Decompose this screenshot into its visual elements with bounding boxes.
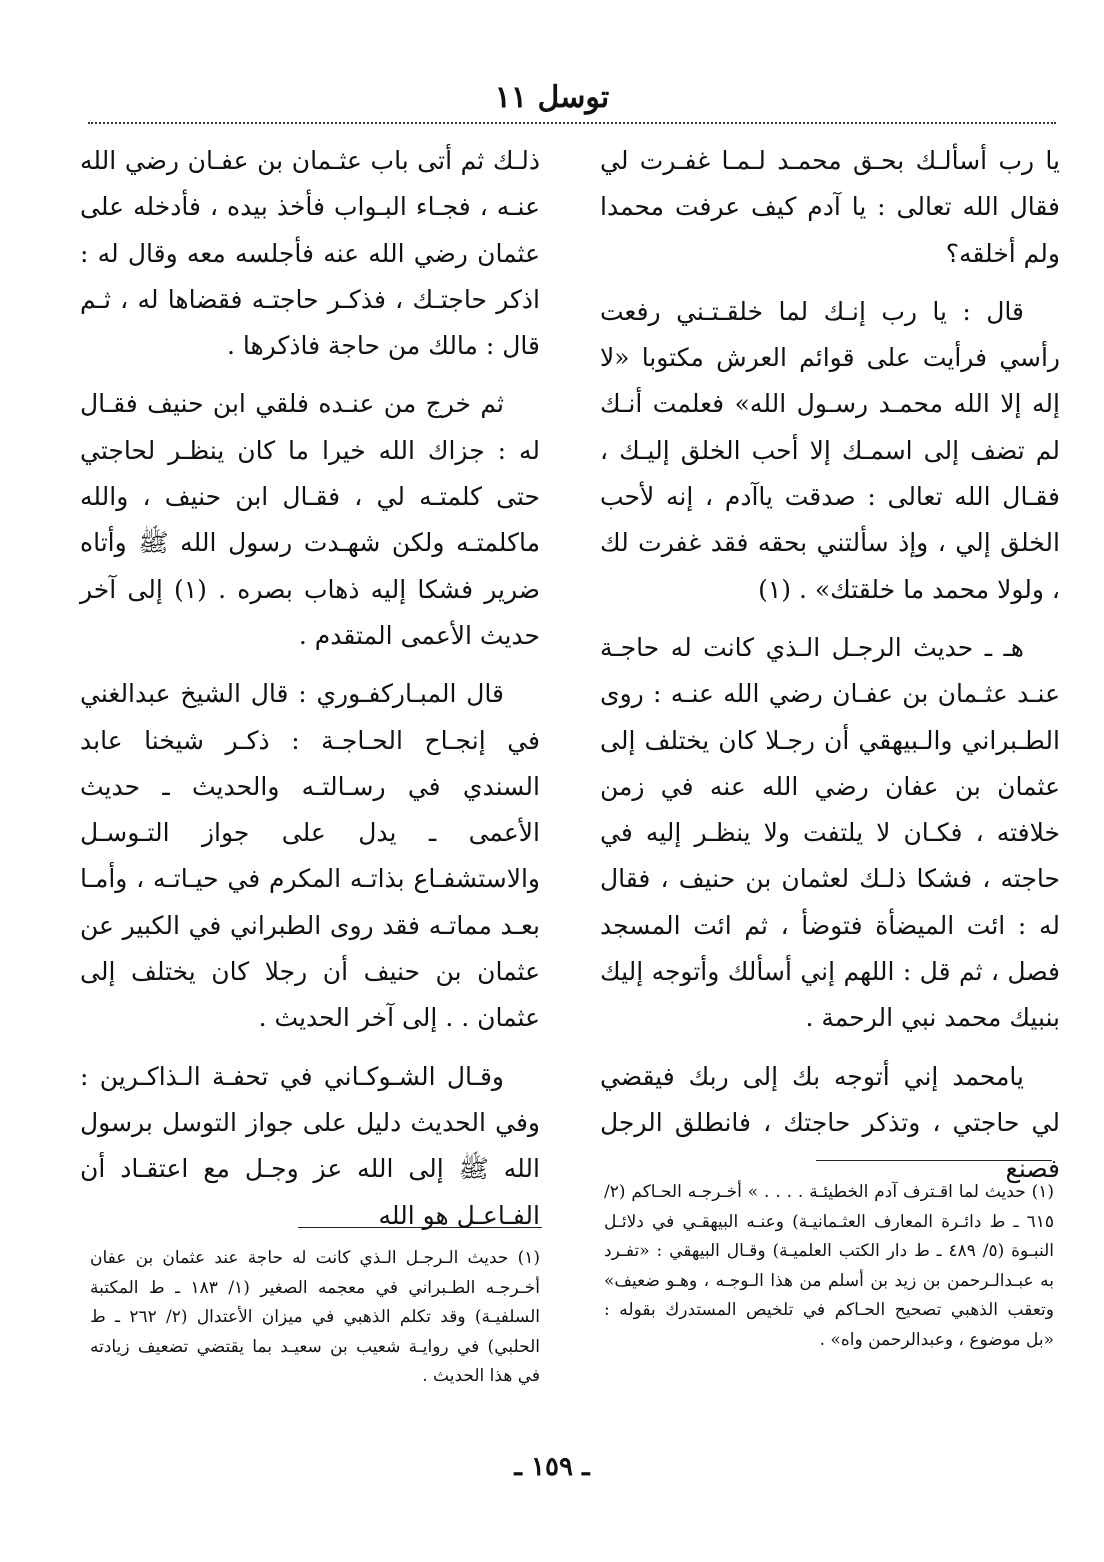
right-paragraph-1: يا رب أسألـك بحـق محمـد لـمـا غفـرت لي فقال الله تعالى : يا آدم كيف عرفت محمدا ولم أخلقه؟ [600, 146, 1060, 268]
page-number: ـ ١٥٩ ـ [514, 1452, 590, 1482]
header-dotted-rule [88, 122, 1056, 124]
left-column [80, 138, 540, 1251]
right-paragraph-2: قال : يا رب إنـك لما خلقـتـني رفعت رأسي فرأيت على قوائم العرش مكتوبا «لا إله إلا الله محمـد رسـول الله» فعلمت أنـك لم تضف إلى اسمـك إلا أحب الخلق إليـك ، فقـال الله تعالى : صدقت ياآدم ، إنه لأحب الخلق إلي ، وإذ سألتني بحقه فقد غفرت لك ، ولولا محمد ما خلقتك» . (١) [600, 296, 1060, 604]
right-paragraph-3: هـ ـ حديث الرجـل الـذي كانت له حاجـة عنـد عثـمان بن عفـان رضي الله عنـه : روى الطـبراني والـبيهقي أن رجـلا كان يختلف إلى عثمان بن عفان رضي الله عنه في زمن خلافته ، فكـان لا يلتفت ولا ينظـر إليه في حاجته ، فشكا ذلـك لعثمان بن حنيف ، فقال له : ائت الميضأة فتوضأ ، ثم ائت المسجد فصل ، ثم قل : اللهم إني أسألك وأتوجه إليك بنبيك محمد نبي الرحمة . [600, 632, 1060, 1033]
left-paragraph-1: ذلـك ثم أتى باب عثـمان بن عفـان رضي الله عنـه ، فجـاء البـواب فأخذ بيده ، فأدخله على عثمان رضي الله عنه فأجلسه معه وقال له : اذكر حاجتـك ، فذكـر حاجتـه فقضاها له ، ثـم قال : مالك من حاجة فاذكرها . [80, 146, 540, 361]
right-footnote-divider [816, 1160, 1052, 1161]
right-footnote: (١) حديث لما اقـترف آدم الخطيئـة . . . . » أخـرجـه الحـاكم (٢/ ٦١٥ ـ ط دائـرة المعارف العثـمانيـة) وعنـه البيهقـي في دلائـل النبـوة (٥/ ٤٨٩ ـ ط دار الكتب العلميـة) وقـال البيهقي : «تفـرد به عبـدالـرحمن بن زيد بن أسلم من هذا الـوجـه ، وهـو ضعيف» وتعقب الذهبي تصحيح الحـاكم في تلخيص المستدرك بقوله : «بل موضوع ، وعبدالرحمن واه» . [604, 1182, 1054, 1350]
right-column [600, 138, 1060, 1205]
left-paragraph-3: قال المبـاركفـوري : قال الشيخ عبدالغني في إنجـاح الحـاجـة : ذكـر شيخنا عابد السندي في رسـالتـه والحديث ـ حديث الأعمى ـ يدل على جواز التـوسـل والاستشفـاع بذاتـه المكرم في حيـاتـه ، وأمـا بعـد مماتـه فقد روى الطبراني في الكبير عن عثمان بن حنيف أن رجلا كان يختلف إلى عثمان . . إلى آخر الحديث . [80, 679, 540, 1033]
left-paragraph-4: وقـال الشـوكـاني في تحفـة الـذاكـرين : وفي الحديث دليل على جواز التوسل برسول الله ﷺ إلى الله عز وجـل مع اعتقـاد أن الفـاعـل هو الله [80, 1061, 540, 1230]
page-header-title: توسل ١١ [494, 80, 610, 115]
right-paragraph-4: يامحمد إني أتوجه بك إلى ربك فيقضي لي حاجتي ، وتذكر حاجتك ، فانطلق الرجل فصنع [600, 1061, 1060, 1184]
left-paragraph-2: ثم خرج من عنـده فلقي ابن حنيف فقـال له : جزاك الله خيرا ما كان ينظـر لحاجتي حتى كلمتـه لي ، فقـال ابن حنيف ، والله ماكلمتـه ولكن شهـدت رسول الله ﷺ وأتاه ضرير فشكا إليه ذهاب بصره . (١) إلى آخر حديث الأعمى المتقدم . [80, 389, 540, 650]
left-footnote-divider [298, 1227, 542, 1228]
left-footnote: (١) حديث الـرجـل الـذي كانت له حاجة عند عثمان بن عفان أخـرجـه الطـبراني في معجمه الصغير (١/ ١٨٣ ـ ط المكتبة السلفيـة) وقد تكلم الذهبي في ميزان الأعتدال (٢/ ٢٦٢ ـ ط الحلبي) في روايـة شعيب بن سعيـد بما يقتضي تضعيف زيادته في هذا الحديث . [90, 1248, 540, 1387]
